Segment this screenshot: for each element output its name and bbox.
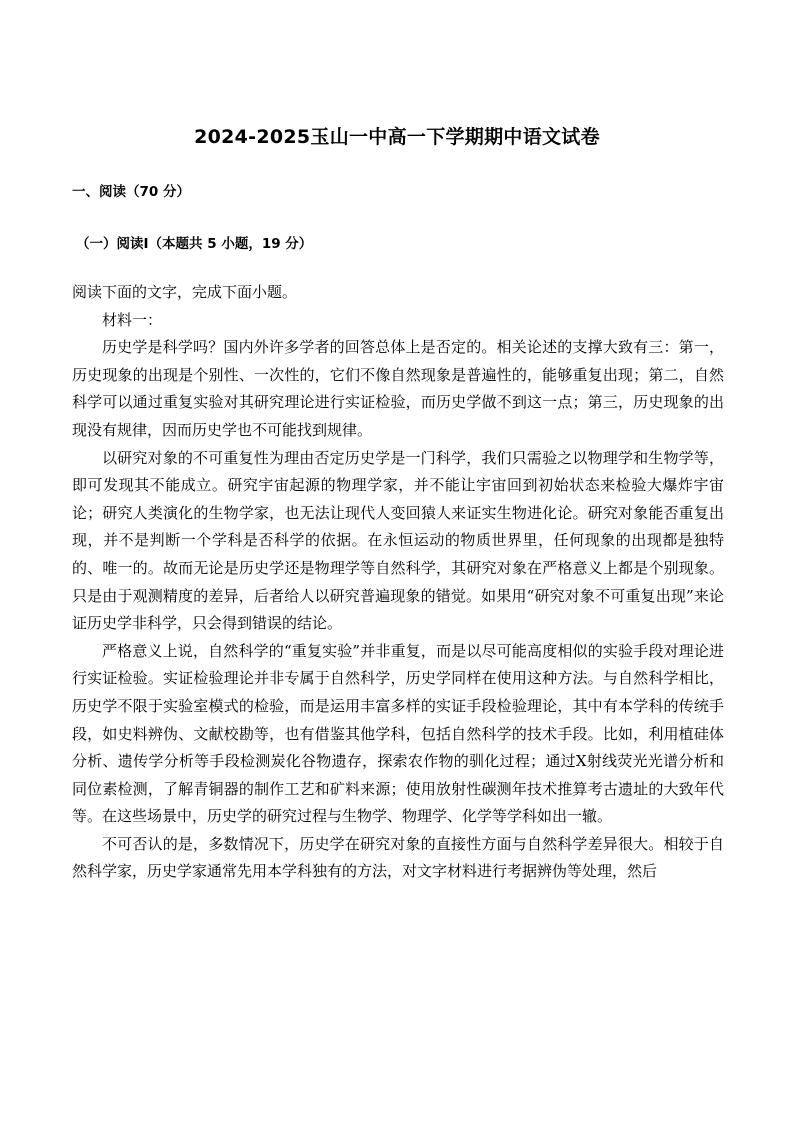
paragraph: 严格意义上说，自然科学的“重复实验”并非重复，而是以尽可能高度相似的实验手段对理论进行实证检验。实证检验理论并非专属于自然科学，历史学同样在使用这种方法。与自然科学相比，历史学不限于实验室模式的检验，而是运用丰富多样的实证手段检验理论，其中有本学科的传统手段，如史料辨伪、文献校勘等，也有借鉴其他学科，包括自然科学的技术手段。比如，利用植硅体分析、遗传学分析等手段检测炭化谷物遗存，探索农作物的驯化过程；通过X射线荧光光谱分析和同位素检测，了解青铜器的制作工艺和矿料来源；使用放射性碳测年技术推算考古遗址的大致年代等。在这些场景中，历史学的研究过程与生物学、物理学、化学等学科如出一辙。: [72, 641, 724, 826]
paragraph: 以研究对象的不可重复性为理由否定历史学是一门科学，我们只需验之以物理学和生物学等，即可发现其不能成立。研究宇宙起源的物理学家，并不能让宇宙回到初始状态来检验大爆炸宇宙论；研究人类演化的生物学家，也无法让现代人变回猿人来证实生物进化论。研究对象能否重复出现，并不是判断一个学科是否科学的依据。在永恒运动的物质世界里，任何现象的出现都是独特的、唯一的。故而无论是历史学还是物理学等自然科学，其研究对象在严格意义上都是个别现象。只是由于观测精度的差异，后者给人以研究普遍现象的错觉。如果用“研究对象不可重复出现”来论证历史学非科学，只会得到错误的结论。: [72, 448, 724, 633]
document-title: 2024-2025玉山一中高一下学期期中语文试卷: [194, 126, 600, 148]
material-label: 材料一：: [102, 310, 163, 329]
reading-passage: [72, 279, 724, 886]
section-heading: 一、阅读（70 分）: [72, 184, 190, 200]
subsection-heading: （一）阅读Ⅰ（本题共 5 小题，19 分）: [76, 236, 313, 252]
paragraph: 不可否认的是，多数情况下，历史学在研究对象的直接性方面与自然科学差异很大。相较于自然科学家，历史学家通常先用本学科独有的方法，对文字材料进行考据辨伪等处理，然后: [72, 834, 724, 881]
paragraph: 历史学是科学吗？国内外许多学者的回答总体上是否定的。相关论述的支撑大致有三：第一，历史现象的出现是个别性、一次性的，它们不像自然现象是普遍性的，能够重复出现；第二，自然科学可以通过重复实验对其研究理论进行实证检验，而历史学做不到这一点；第三，历史现象的出现没有规律，因而历史学也不可能找到规律。: [72, 338, 724, 439]
instruction-text: 阅读下面的文字，完成下面小题。: [72, 283, 298, 301]
